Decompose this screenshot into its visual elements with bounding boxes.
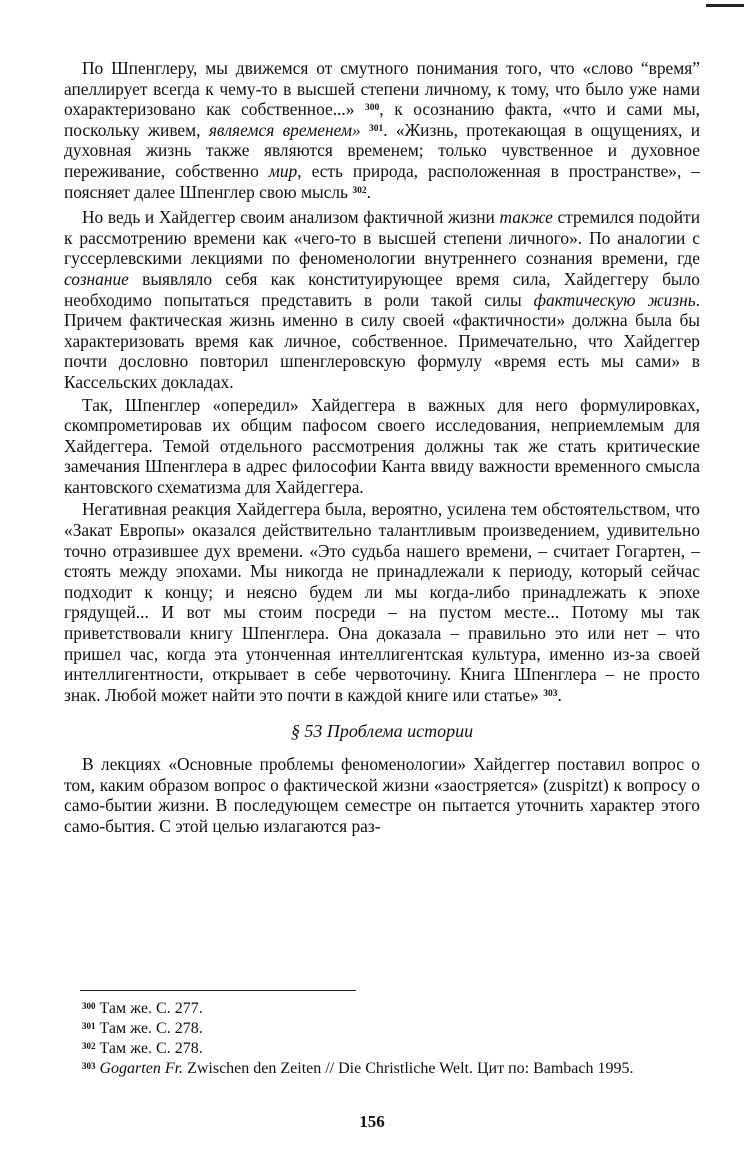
footnote-ref-303: 303: [543, 688, 558, 699]
footnote-number: 301: [82, 1021, 96, 1031]
footnote-301: $^{301}$ Там же. С. 278.: [82, 1020, 203, 1037]
paragraph-2: Но ведь и Хайдеггер своим анализом фактичной жизни также стремился подойти к рассмотрению времени как «чего-то в высшей степени личного». По аналогии с гуссерлевскими лекциями по феноменологии внутреннего сознания времени, где сознание выявляло себя как конституирующее время сила, Хайдеггеру было необходимо попытаться представить в роли такой силы фактическую жизнь. Причем фактическая жизнь именно в силу своей «фактичности» должна была бы характеризовать время как личное, собственное. Примечательно, что Хайдеггер почти дословно повторил шпенглеровскую формулу «время есть мы сами» в Кассельских докладах.: [64, 207, 700, 392]
footnote-author: Gogarten Fr.: [99, 1060, 184, 1077]
page-number: 156: [359, 1112, 385, 1131]
footnote-303: $^{303}$ Gogarten Fr. Zwischen den Zeiten // Die Christliche Welt. Цит по: Bambach 1995.: [82, 1060, 634, 1077]
section-paragraph: В лекциях «Основные проблемы феноменологии» Хайдеггер поставил вопрос о том, каким образом вопрос о фактической жизни «заостряется» (zuspitzt) к вопросу о само-бытии жизни. В последующем семестре он пытается уточнить характер этого само-бытия. С этой целью излагаются раз-: [64, 754, 700, 836]
footnote-number: 300: [82, 1001, 96, 1011]
italic-phrase: являемся временем»: [208, 119, 361, 140]
paragraph-3: Так, Шпенглер «опередил» Хайдеггера в важных для него формулировках, скомпрометировав их общим пафосом своего исследования, неприемлемым для Хайдеггера. Темой отдельного рассмотрения должны так же стать критические замечания Шпенглера в адрес философии Канта ввиду важности временного смысла кантовского схематизма для Хайдеггера.: [64, 394, 700, 497]
section-heading: § 53 Проблема истории: [290, 721, 474, 742]
italic-word: сознание: [64, 268, 129, 289]
footnote-302: $^{302}$ Там же. С. 278.: [82, 1040, 203, 1057]
body-text: [64, 58, 700, 838]
footnote-300: $^{300}$ Там же. С. 277.: [82, 1000, 203, 1017]
footnote-number: 302: [82, 1041, 96, 1051]
page-corner-mark: [706, 4, 744, 7]
footnote-ref-302: 302: [352, 185, 367, 196]
footnotes: [64, 999, 700, 1079]
italic-word: также: [499, 207, 553, 228]
footnote-ref-300: 300: [365, 103, 380, 114]
footnote-ref-301: 301: [368, 123, 384, 134]
italic-word: мир: [268, 160, 298, 181]
italic-phrase: фактическую жизнь: [533, 289, 696, 310]
paragraph-1: По Шпенглеру, мы движемся от смутного понимания того, что «слово “время” апеллирует всегда к чему-то в высшей степени личному, к тому, что было уже нами охарактеризовано как собственное...» $^{300}$, к осознанию факта, «что и сами мы, поскольку живем, являемся временем» $^{301}$. «Жизнь, протекающая в ощущениях, и духовная жизнь также являются временем; только чувственное и духовное переживание, собственно мир, есть природа, расположенная в пространстве», – поясняет далее Шпенглер свою мысль $^{302}$.: [64, 58, 701, 202]
footnote-divider: [80, 990, 356, 991]
paragraph-4: Негативная реакция Хайдеггера была, вероятно, усилена тем обстоятельством, что «Закат Европы» оказался действительно талантливым произведением, удивительно точно отразившее дух времени. «Это судьба нашего времени, – считает Гогартен, – стоять между эпохами. Мы никогда не принадлежали к периоду, который сейчас подходит к концу; и неясно будем ли мы когда-либо принадлежать к эпохе грядущей... И вот мы стоим посреди – на пустом месте... Потому мы так приветствовали книгу Шпенглера. Она доказала – правильно это или нет – что пришел час, когда эта утонченная интеллигентская культура, именно из-за своей интеллигентности, открывает в себе червоточину. Книга Шпенглера – не просто знак. Любой может найти это почти в каждой книге или статье» $^{303}$.: [64, 499, 700, 705]
footnote-number: 303: [82, 1061, 96, 1071]
